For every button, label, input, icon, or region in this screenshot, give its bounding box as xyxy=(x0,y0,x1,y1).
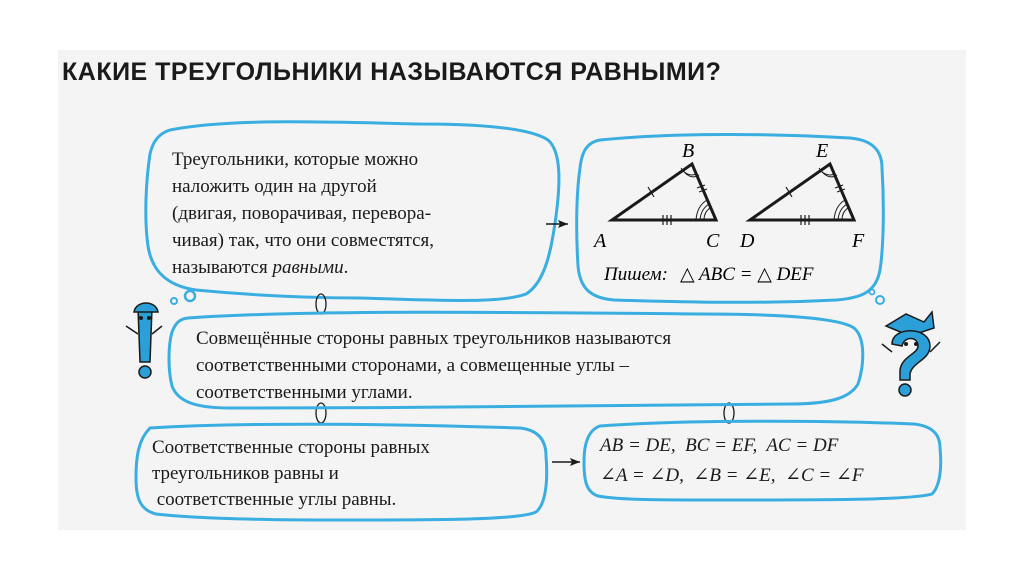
thought-dot xyxy=(185,291,195,301)
definition-line: (двигая, поворачивая, перевора- xyxy=(172,203,432,224)
thought-dot xyxy=(171,298,177,304)
page-title: КАКИЕ ТРЕУГОЛЬНИКИ НАЗЫВАЮТСЯ РАВНЫМИ? xyxy=(62,58,722,86)
thought-dot xyxy=(876,296,884,304)
angles-equalities: ∠A = ∠D, ∠B = ∠E, ∠C = ∠F xyxy=(600,465,864,486)
corresponding-line: соответственными сторонами, а совмещенные углы – xyxy=(196,355,630,376)
thought-dot xyxy=(870,290,875,295)
notation-prefix: Пишем: xyxy=(604,264,668,285)
definition-line: наложить один на другой xyxy=(172,176,377,197)
definition-line: чивая) так, что они совместятся, xyxy=(172,230,435,251)
vertex-label-c: C xyxy=(706,230,720,252)
sides-equalities: AB = DE, BC = EF, AC = DF xyxy=(600,435,839,456)
property-line: Соответственные стороны равных xyxy=(152,437,430,458)
definition-emphasis: равными xyxy=(272,257,344,278)
question-character-icon xyxy=(882,312,940,396)
triangle-abc xyxy=(612,164,716,225)
property-line: треугольников равны и xyxy=(152,463,339,484)
definition-period: . xyxy=(343,257,349,278)
triangle-def xyxy=(750,164,854,225)
vertex-label-a: A xyxy=(594,230,607,252)
definition-line: Треугольники, которые можно xyxy=(172,149,419,170)
property-line: соответственные углы равны. xyxy=(152,489,397,510)
definition-last-line xyxy=(172,254,348,281)
chain-link-icon xyxy=(316,403,326,423)
vertex-label-d: D xyxy=(740,230,755,252)
corresponding-line: соответственными углами. xyxy=(196,382,413,403)
vertex-label-b: B xyxy=(682,140,695,162)
vertex-label-e: E xyxy=(816,140,829,162)
definition-text: называются xyxy=(172,257,273,278)
corresponding-line: Совмещённые стороны равных треугольников называются xyxy=(196,328,672,349)
notation-formula: △ ABC = △ DEF xyxy=(680,264,814,285)
vertex-label-f: F xyxy=(852,230,865,252)
exclamation-character-icon xyxy=(126,303,162,378)
